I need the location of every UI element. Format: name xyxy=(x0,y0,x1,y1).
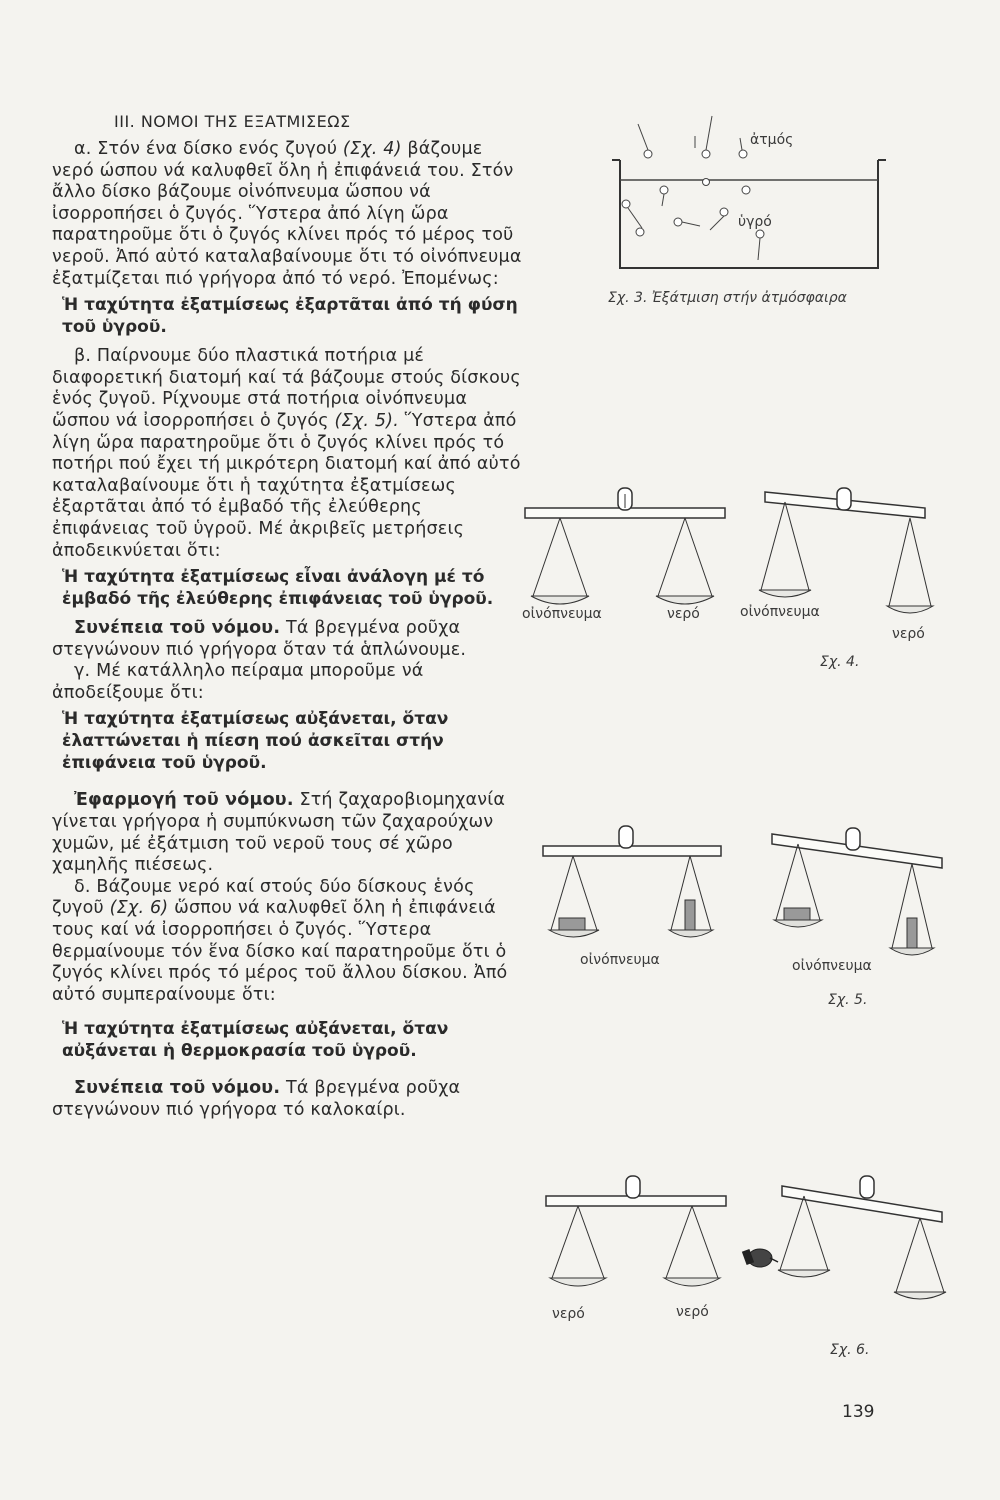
law-temperature: Ἡ ταχύτητα ἐξατμίσεως αὐξάνεται, ὅταν αὐξάνεται ἡ θερμοκρασία τοῦ ὑγροῦ. xyxy=(62,1019,449,1062)
figure-ref-4: (Σχ. 4) xyxy=(342,139,402,159)
figure-5-label-alcohol-2: οἰνόπνευμα xyxy=(792,958,872,974)
figure-4-label-alcohol-2: οἰνόπνευμα xyxy=(740,604,820,620)
law-pressure: Ἡ ταχύτητα ἐξατμίσεως αὐξάνεται, ὅταν ἐλαττώνεται ἡ πίεση πού ἀσκεῖται στήν ἐπιφάνεια τοῦ ὑγροῦ. xyxy=(62,709,449,774)
figure-3-caption: Σχ. 3. Ἐξάτμιση στήν ἀτμόσφαιρα xyxy=(608,290,847,306)
figure-5-balance-tilted xyxy=(762,820,962,970)
figure-4-label-water-2: νερό xyxy=(892,626,925,642)
consequence-d-label: Συνέπεια τοῦ νόμου. xyxy=(74,1078,281,1099)
paragraph-d-start: δ. Βάζουμε νερό καί στούς δύο δίσκους ἑνός ζυγοῦ xyxy=(52,876,475,919)
figure-6-caption: Σχ. 6. xyxy=(830,1342,870,1358)
paragraph-d-rest: ὥσπου νά καλυφθεῖ ὅλη ἡ ἐπιφάνειά τους καί νά ἰσορροπήσει ὁ ζυγός. Ὕστερα θερμαίνουμε τόν ἕνα δίσκο καί παρατηροῦμε ὅτι ὁ ζυγός κλίνει πρός τό μέρος τοῦ ἄλλου δίσκου. Ἀπό αὐτό συμπεραίνουμε ὅτι: xyxy=(52,898,508,1005)
paragraph-b-start: β. Παίρνουμε δύο πλαστικά ποτήρια μέ διαφορετική διατομή καί τά βάζουμε στούς δίσκους ἑνός ζυγοῦ. Ρίχνουμε στά ποτήρια οἰνόπνευμα ὥσπου νά ἰσορροπήσει ὁ ζυγός xyxy=(52,346,521,431)
consequence-b-text: Τά βρεγμένα ροῦχα στεγνώνουν πιό γρήγορα ὅταν τά ἁπλώνουμε. xyxy=(52,618,467,660)
section-heading: III. ΝΟΜΟΙ ΤΗΣ ΕΞΑΤΜΙΣΕΩΣ xyxy=(114,112,351,131)
consequence-b-label: Συνέπεια τοῦ νόμου. xyxy=(74,618,281,639)
figure-6-label-water-2: νερό xyxy=(676,1304,709,1320)
page-number: 139 xyxy=(842,1402,875,1422)
consequence-d xyxy=(52,1078,522,1121)
consequence-d-text: Τά βρεγμένα ροῦχα στεγνώνουν πιό γρήγορα τό καλοκαίρι. xyxy=(52,1078,461,1120)
figure-4-label-water-1: νερό xyxy=(667,606,700,622)
paragraph-a xyxy=(52,139,522,290)
paragraph-a-start: α. Στόν ένα δίσκο ενός ζυγού xyxy=(74,139,338,159)
law-nature-of-liquid: Ἡ ταχύτητα ἐξατμίσεως ἐξαρτᾶται ἀπό τή φύση τοῦ ὑγροῦ. xyxy=(62,295,518,338)
application-c-text: Στή ζαχαροβιομηχανία γίνεται γρήγορα ἡ συμπύκνωση τῶν ζαχαρούχων χυμῶν, μέ ἐξάτμιση τοῦ νεροῦ τους σέ χῶρο χαμηλῆς πιέσεως. xyxy=(52,790,506,876)
paragraph-b-rest: Ὕστερα ἀπό λίγη ὥρα παρατηροῦμε ὅτι ὁ ζυγός κλίνει πρός τό ποτήρι πού ἔχει τή μικρότερη διατομή καί ἀπό αὐτό καταλαβαίνουμε ὅτι ἡ ταχύτητα ἐξατμίσεως ἐξαρτᾶται ἀπό τό ἐμβαδό τῆς ἐλεύθερης ἐπιφάνειας τοῦ ὑγροῦ. Μέ ἀκριβεῖς μετρήσεις ἀποδεικνύεται ὅτι: xyxy=(52,410,521,561)
figure-5-balance-level xyxy=(535,820,735,960)
figure-4-balance-level xyxy=(515,478,735,618)
figure-6-balance-tilted xyxy=(742,1160,952,1320)
paragraph-b xyxy=(52,346,522,562)
figure-6-label-water-1: νερό xyxy=(552,1306,585,1322)
figure-5-label-alcohol-1: οἰνόπνευμα xyxy=(580,952,660,968)
text-column xyxy=(52,112,522,1122)
figure-3-label-vapor: ἀτμός xyxy=(750,132,794,148)
application-c-label: Ἐφαρμογή τοῦ νόμου. xyxy=(74,790,294,811)
figure-ref-6: (Σχ. 6) xyxy=(109,898,169,919)
paragraph-d xyxy=(52,877,522,1007)
figure-6-balance-level xyxy=(540,1160,740,1310)
figure-6-heater-lamp xyxy=(742,1249,778,1267)
figure-3-label-liquid: ὑγρό xyxy=(738,214,772,230)
consequence-b xyxy=(52,618,522,661)
figure-4-caption: Σχ. 4. xyxy=(820,654,860,670)
figure-4-label-alcohol-1: οἰνόπνευμα xyxy=(522,606,602,622)
paragraph-c: γ. Μέ κατάλληλο πείραμα μποροῦμε νά ἀποδείξουμε ὅτι: xyxy=(52,661,424,703)
figure-ref-5: (Σχ. 5). xyxy=(334,410,399,431)
paragraph-a-rest: βάζουμε νερό ώσπου νά καλυφθεῖ ὅλη ἡ ἐπιφάνειά του. Στόν ἄλλο δίσκο βάζουμε οἰνόπνευμα ὥσπου νά ἰσορροπήσει ὁ ζυγός. Ὕστερα ἀπό λίγη ὥρα παρατηροῦμε ὅτι ὁ ζυγός κλίνει πρός τό μέρος τοῦ νεροῦ. Ἀπό αὐτό καταλαβαίνουμε ὅτι τό οἰνόπνευμα ἐξατμίζεται πιό γρήγορα ἀπό τό νερό. Ἐπομένως: xyxy=(52,139,522,289)
figure-5-caption: Σχ. 5. xyxy=(828,992,868,1008)
application-c xyxy=(52,790,522,876)
law-surface-area: Ἡ ταχύτητα ἐξατμίσεως εἶναι ἀνάλογη μέ τό ἐμβαδό τῆς ἐλεύθερης ἐπιφάνειας τοῦ ὑγροῦ. xyxy=(62,567,494,610)
